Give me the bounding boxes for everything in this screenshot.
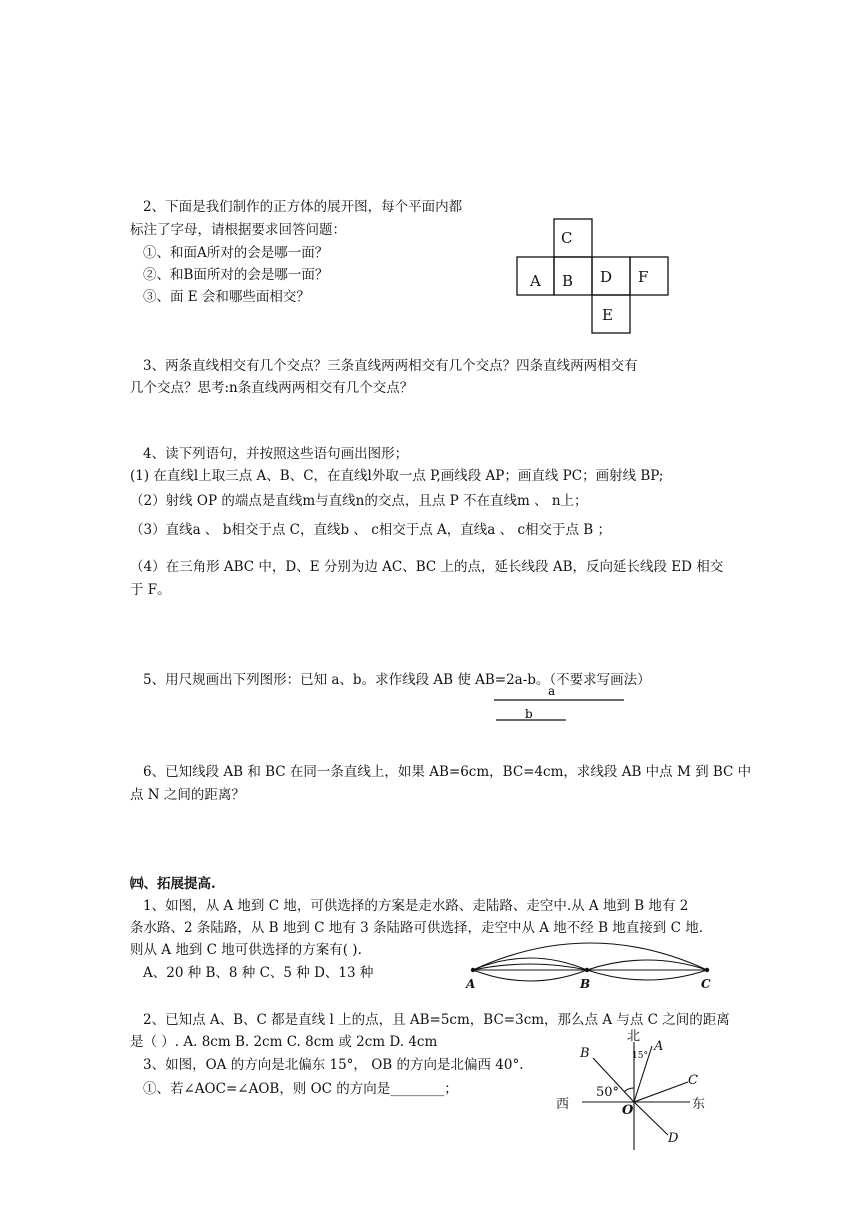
net-label-a: A (530, 272, 541, 290)
net-face-f (630, 257, 668, 295)
q4-line0: 4、读下列语句，并按照这些语句画出图形； (143, 446, 409, 462)
section4-heading: ㈣、拓展提高. (130, 876, 216, 892)
segment-b-label: b (525, 707, 533, 721)
compass-label-d: D (668, 1131, 679, 1146)
q2-line2: 标注了字母，请根据要求回答问题： (130, 222, 346, 238)
segment-a-label: a (548, 684, 556, 698)
net-label-c: C (561, 229, 573, 247)
net-label-d: D (600, 268, 613, 286)
q2-sub1: ①、和面A所对的会是哪一面？ (143, 245, 329, 261)
p1-options: A、20 种 B、8 种 C、5 种 D、13 种 (143, 965, 374, 981)
angle-50: 50° (596, 1085, 620, 1100)
net-face-c (554, 219, 592, 257)
p2-line1: 2、已知点 A、B、C 都是直线 l 上的点，且 AB=5cm，BC=3cm，那么点 A 与点 C 之间的距离 (143, 1012, 730, 1028)
q4-item2: （2）射线 OP 的端点是直线m与直线n的交点，且点 P 不在直线m 、 n上； (130, 493, 588, 509)
p1-line3: 则从 A 地到 C 地可供选择的方案有( ). (130, 942, 362, 958)
compass-label-b: B (580, 1046, 590, 1061)
q6-line1: 6、已知线段 AB 和 BC 在同一条直线上，如果 AB=6cm，BC=4cm，求线段 AB 中点 M 到 BC 中 (143, 764, 752, 780)
q5-text: 5、用尺规画出下列图形：已知 a、b。求作线段 AB 使 AB=2a-b。（不要求写画法） (143, 672, 651, 688)
net-label-b: B (562, 272, 574, 290)
compass-label-c: C (688, 1073, 698, 1088)
q4-item3: （3）直线a 、 b相交于点 C，直线b 、 c相交于点 A，直线a 、 c相交于点 B ； (130, 522, 612, 538)
net-label-e: E (602, 306, 613, 324)
q4-item4a: （4）在三角形 ABC 中，D、E 分别为边 AC、BC 上的点，延长线段 AB，反向延长线段 ED 相交 (130, 559, 724, 575)
q2-sub3: ③、面 E 会和哪些面相交？ (143, 289, 310, 305)
q6-line2: 点 N 之间的距离？ (130, 787, 245, 803)
q4-item1: (1) 在直线l上取三点 A、B、C，在直线l外取一点 P,画线段 AP；画直线 PC；画射线 BP; (130, 468, 664, 484)
q3-line1: 3、两条直线相交有几个交点？三条直线两两相交有几个交点？四条直线两两相交有 (143, 358, 638, 374)
p3-sub1: ①、若∠AOC=∠AOB，则 OC 的方向是________； (143, 1081, 458, 1097)
route-point-c: C (701, 977, 711, 991)
compass-west: 西 (556, 1097, 570, 1112)
compass-north: 北 (627, 1029, 641, 1044)
route-point-b: B (580, 977, 591, 991)
p1-line1: 1、如图，从 A 地到 C 地，可供选择的方案是走水路、走陆路、走空中.从 A 地到 B 地有 2 (143, 898, 689, 914)
p2-line2: 是（ ）. A. 8cm B. 2cm C. 8cm 或 2cm D. 4cm (130, 1034, 438, 1050)
compass-east: 东 (692, 1097, 706, 1112)
q3-line2: 几个交点？思考:n条直线两两相交有几个交点？ (130, 380, 414, 396)
q4-item4b: 于 F。 (130, 582, 171, 598)
q2-sub2: ②、和B面所对的会是哪一面？ (143, 267, 329, 283)
routes-diagram (473, 943, 707, 981)
compass-label-o: O (622, 1103, 634, 1118)
compass-label-a: A (654, 1039, 664, 1054)
q2-line1: 2、下面是我们制作的正方体的展开图，每个平面内都 (143, 199, 463, 215)
p1-line2: 条水路、2 条陆路，从 B 地到 C 地有 3 条陆路可供选择，走空中从 A 地不经 B 地直接到 C 地. (130, 920, 704, 936)
net-label-f: F (638, 268, 649, 286)
angle-15: 15° (632, 1051, 648, 1061)
p3-line1: 3、如图，OA 的方向是北偏东 15°， OB 的方向是北偏西 40°. (143, 1057, 524, 1073)
route-point-a: A (466, 977, 476, 991)
